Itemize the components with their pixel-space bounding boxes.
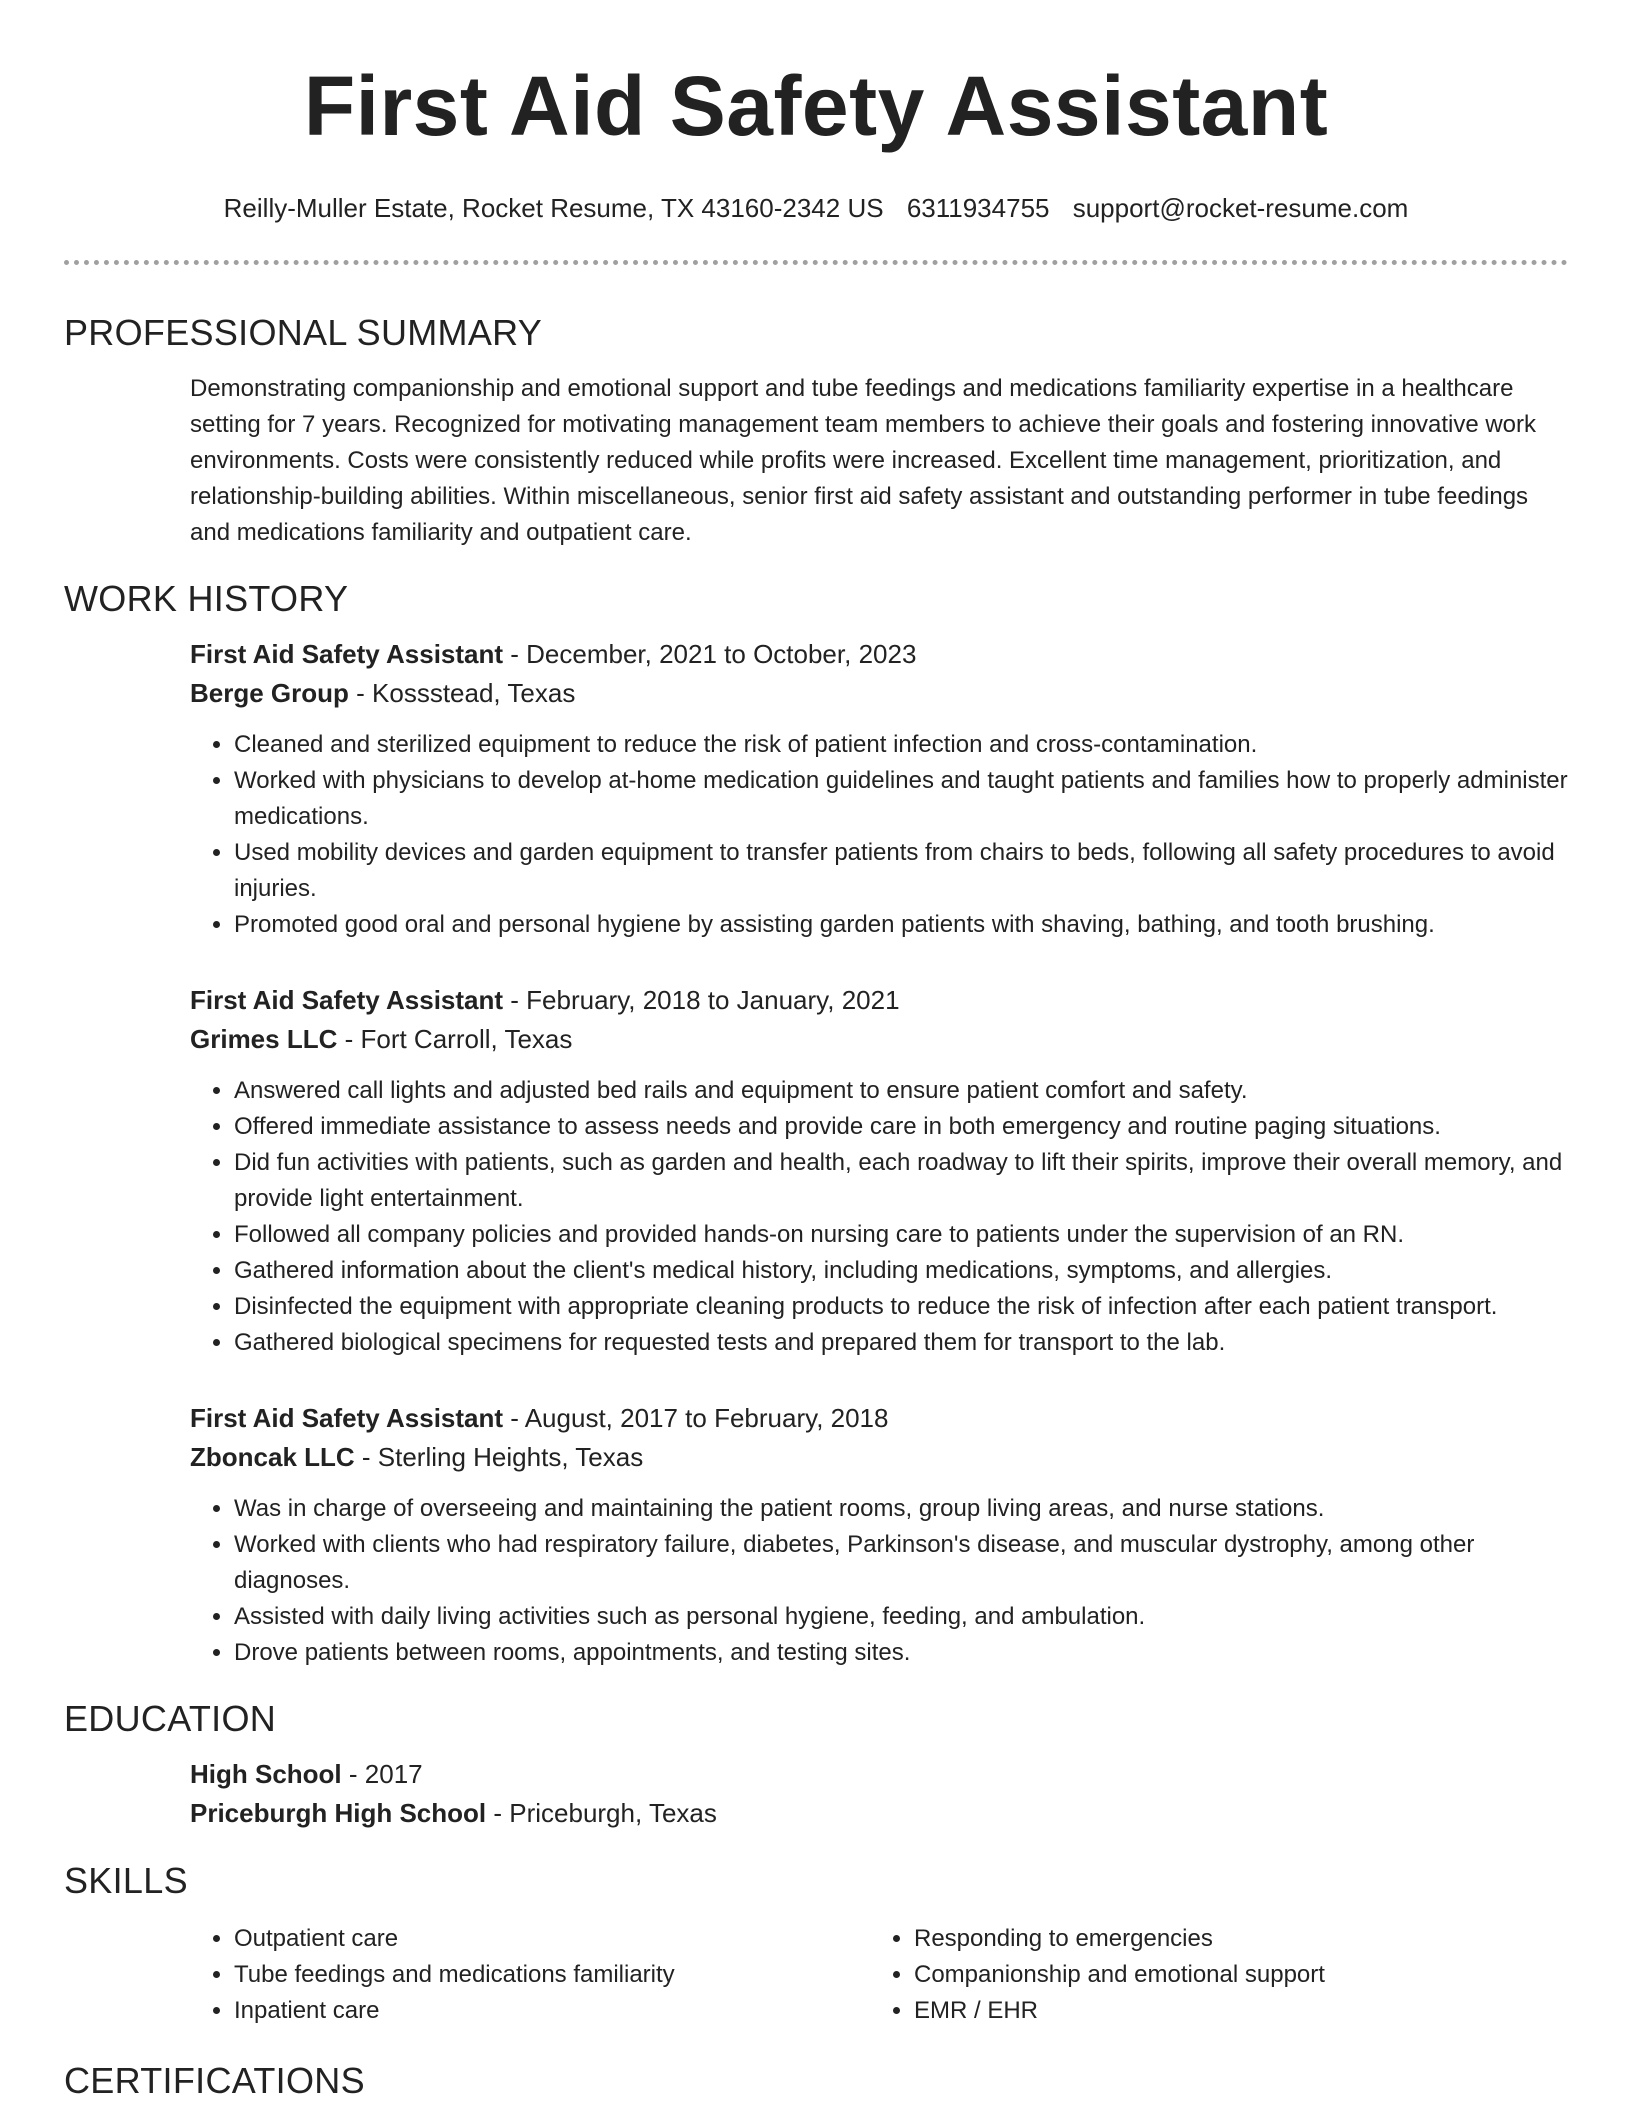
list-item: • Offered immediate assistance to assess needs and provide care in both emergency and routine paging situations. — [234, 1109, 1568, 1145]
job-company-line — [190, 1438, 1568, 1477]
list-item: • Followed all company policies and provided hands-on nursing care to patients under the supervision of an RN. — [234, 1217, 1568, 1253]
list-item: • Was in charge of overseeing and maintaining the patient rooms, group living areas, and nurse stations. — [234, 1491, 1568, 1527]
list-item: • Companionship and emotional support — [914, 1957, 1550, 1993]
list-item: • Promoted good oral and personal hygiene by assisting garden patients with shaving, bathing, and tooth brushing. — [234, 907, 1568, 943]
list-item: • Gathered information about the client's medical history, including medications, symptoms, and allergies. — [234, 1253, 1568, 1289]
job-dates: - August, 2017 to February, 2018 — [503, 1403, 889, 1433]
skills-list-right — [870, 1921, 1550, 2029]
contact-email: support@rocket-resume.com — [1072, 193, 1409, 223]
education-school-line — [190, 1794, 1568, 1833]
education-location: - Priceburgh, Texas — [486, 1798, 717, 1828]
contact-address: Reilly-Muller Estate, Rocket Resume, TX 43160-2342 US — [223, 193, 884, 223]
work-history-section — [64, 577, 1568, 1671]
job-role: First Aid Safety Assistant — [190, 1403, 504, 1433]
skills-grid — [190, 1921, 1568, 2029]
list-item: • Responding to emergencies — [914, 1921, 1550, 1957]
job-title-line — [190, 635, 1568, 674]
list-item: • Cleaned and sterilized equipment to reduce the risk of patient infection and cross-contamination. — [234, 727, 1568, 763]
job-entry — [190, 981, 1568, 1361]
education-year: - 2017 — [341, 1759, 423, 1789]
certifications-section — [64, 2059, 1568, 2103]
job-entry — [190, 1399, 1568, 1671]
job-company-line — [190, 1020, 1568, 1059]
education-school: Priceburgh High School — [190, 1798, 487, 1828]
job-role: First Aid Safety Assistant — [190, 639, 504, 669]
work-history-title: WORK HISTORY — [64, 578, 349, 619]
job-bullets — [190, 1491, 1568, 1671]
job-location: - Fort Carroll, Texas — [337, 1024, 573, 1054]
job-company: Grimes LLC — [190, 1024, 338, 1054]
skills-list-left — [190, 1921, 870, 2029]
job-role: First Aid Safety Assistant — [190, 985, 504, 1015]
job-location: - Sterling Heights, Texas — [354, 1442, 644, 1472]
job-bullets — [190, 727, 1568, 943]
list-item: • EMR / EHR — [914, 1993, 1550, 2029]
education-degree-line — [190, 1755, 1568, 1794]
list-item: • Inpatient care — [234, 1993, 870, 2029]
certifications-title: CERTIFICATIONS — [64, 2060, 365, 2101]
skills-column-left — [190, 1921, 870, 2029]
job-title-line — [190, 981, 1568, 1020]
education-section — [64, 1697, 1568, 1833]
list-item: • Tube feedings and medications familiarity — [234, 1957, 870, 1993]
education-degree: High School — [190, 1759, 342, 1789]
job-location: - Kossstead, Texas — [348, 678, 576, 708]
job-title-line — [190, 1399, 1568, 1438]
list-item: • Gathered biological specimens for requested tests and prepared them for transport to the lab. — [234, 1325, 1568, 1361]
skills-column-right — [870, 1921, 1550, 2029]
job-company: Berge Group — [190, 678, 349, 708]
list-item: • Answered call lights and adjusted bed rails and equipment to ensure patient comfort and safety. — [234, 1073, 1568, 1109]
job-company: Zboncak LLC — [190, 1442, 355, 1472]
skills-section — [64, 1859, 1568, 2029]
summary-text: Demonstrating companionship and emotional support and tube feedings and medications familiarity expertise in a healthcare setting for 7 years. Recognized for motivating management team members to achieve their goals and fostering innovative work environments. Costs were consistently reduced while profits were increased. Excellent time management, prioritization, and relationship-building abilities. Within miscellaneous, senior first aid safety assistant and outstanding performer in tube feedings and medications familiarity and outpatient care. — [190, 375, 1537, 546]
list-item: • Disinfected the equipment with appropriate cleaning products to reduce the risk of infection after each patient transport. — [234, 1289, 1568, 1325]
summary-section — [64, 311, 1568, 551]
header-divider — [64, 260, 1568, 265]
education-title: EDUCATION — [64, 1698, 277, 1739]
skills-title: SKILLS — [64, 1860, 188, 1901]
contact-line — [64, 192, 1568, 224]
contact-phone: 6311934755 — [906, 193, 1050, 223]
job-dates: - December, 2021 to October, 2023 — [503, 639, 917, 669]
job-entry — [190, 635, 1568, 943]
list-item: • Worked with physicians to develop at-home medication guidelines and taught patients and families how to properly administer medications. — [234, 763, 1568, 835]
resume-name: First Aid Safety Assistant — [303, 59, 1329, 153]
list-item: • Used mobility devices and garden equipment to transfer patients from chairs to beds, following all safety procedures to avoid injuries. — [234, 835, 1568, 907]
job-bullets — [190, 1073, 1568, 1361]
list-item: • Did fun activities with patients, such as garden and health, each roadway to lift their spirits, improve their overall memory, and provide light entertainment. — [234, 1145, 1568, 1217]
list-item: • Outpatient care — [234, 1921, 870, 1957]
job-company-line — [190, 674, 1568, 713]
list-item: • Drove patients between rooms, appointments, and testing sites. — [234, 1635, 1568, 1671]
job-dates: - February, 2018 to January, 2021 — [503, 985, 900, 1015]
list-item: • Worked with clients who had respiratory failure, diabetes, Parkinson's disease, and muscular dystrophy, among other diagnoses. — [234, 1527, 1568, 1599]
summary-title: PROFESSIONAL SUMMARY — [64, 312, 543, 353]
list-item: • Assisted with daily living activities such as personal hygiene, feeding, and ambulation. — [234, 1599, 1568, 1635]
